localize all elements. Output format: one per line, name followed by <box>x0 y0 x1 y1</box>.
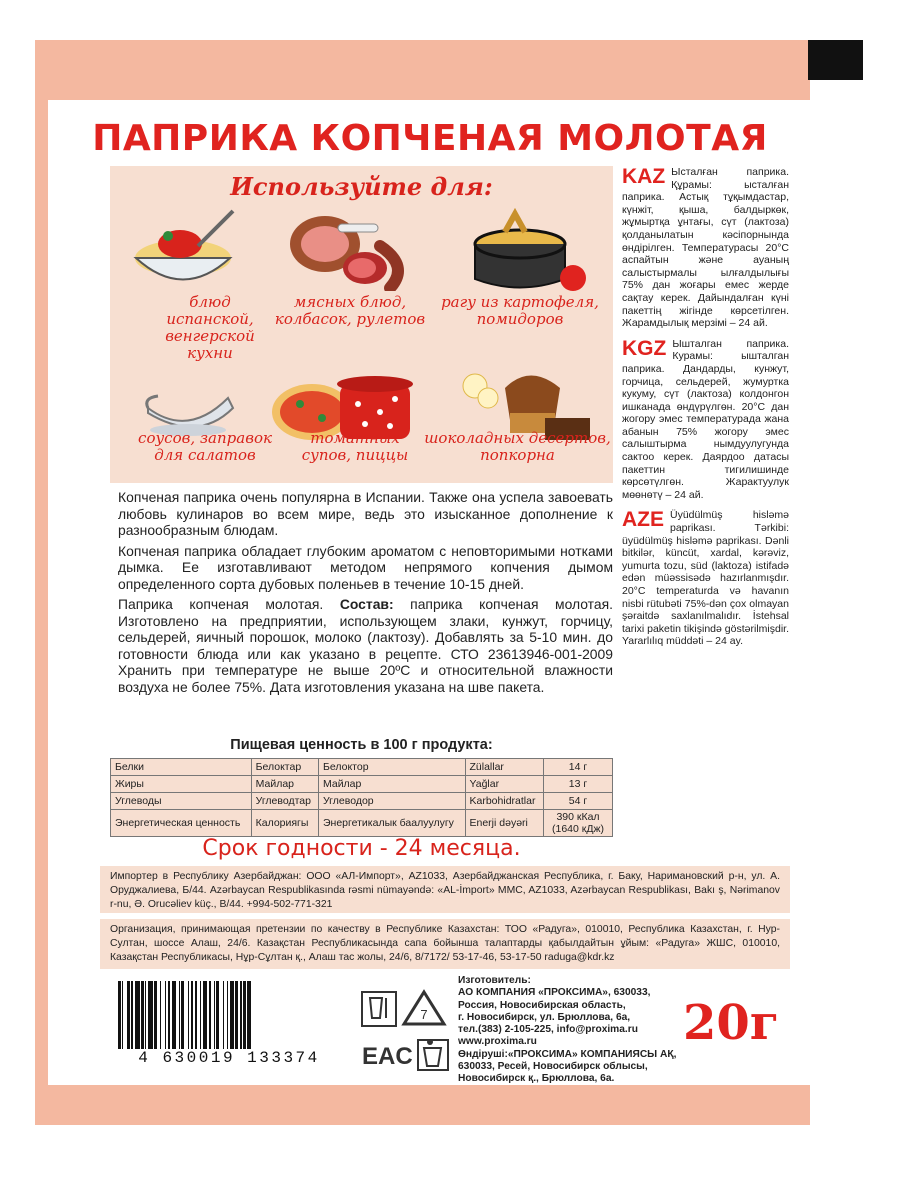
nutrition-cell: Майлар <box>251 776 318 793</box>
svg-text:7: 7 <box>420 1007 428 1022</box>
barcode-number: 4 630019 133374 <box>138 1049 320 1067</box>
eac-mark: EAC <box>362 1043 413 1070</box>
organization-info: Организация, принимающая претензии по качеству в Республике Казахстан: ТОО «Радуга», 010010, Республика Казахстан, г. Нур-Султан, шоссе Алаш, 24/6. Казақстан Республикасында сапа бойынша талаптарды қабылдайтын ұйым: «Радуга» ЖШС, 010010, Казақстан Республикасы, Нұр-Сұлтан қ., Алаш тас жолы, 24/6, 8/7172/ 53-17-46, 53-17-50 raduga@kdr.kz <box>100 919 790 969</box>
nutrition-row <box>111 759 613 776</box>
nutrition-cell: Энергетикалык баалуулугу <box>318 810 465 837</box>
composition-paragraph <box>118 596 613 695</box>
lang-code: AZE <box>622 509 664 532</box>
manufacturer-line: г. Новосибирск, ул. Брюллова, 6а, <box>458 1011 631 1023</box>
lang-text: Üyüdülmüş hisləmə paprikası. Tərkibi: üyüdülmüş hisləmə paprikası. Dənli bitkilər, küncüt, xardal, kərəviz, yumurta tozu, süd (laktoza) istifadə edən müəssisədə hazırlanmışdır. 20°C temperaturda və havanın nisbi rütubəti 75%-dən çox olmayan şəraitdə saxlanılmalıdır. İstehsal tarixi paketin tikişində göstərilmişdir. Yararlılıq müddəti – 24 ay. <box>622 509 789 648</box>
nutrition-cell: Белки <box>111 759 252 776</box>
manufacturer-line: АО КОМПАНИЯ «ПРОКСИМА», 630033, <box>458 987 651 999</box>
lang-text: Ышталган паприка. Курамы: ышталган паприка. Дандарды, кунжут, горчица, сельдерей, жумуртка кукуму, сүт (лактоза) колдонгон ишканада өндүрүлгөн. 20°С дан жогору эмес температурада жана абанын 75% жогору эмес салыштырма нымдуулугунда сактоо керек. Даярдоо датасы пакеттин тигилишинде көрсөтүлгөн. Жарактуулук мөөнөтү – 24 ай. <box>622 337 789 501</box>
nutrition-row <box>111 793 613 810</box>
translations-column <box>622 166 789 656</box>
nutrition-cell: Белоктор <box>318 759 465 776</box>
nutrition-cell: 13 г <box>544 776 613 793</box>
nutrition-cell: 14 г <box>544 759 613 776</box>
nutrition-row <box>111 810 613 837</box>
use-item-ragout: рагу из картофеля, помидоров <box>441 293 599 328</box>
manufacturer-line: Россия, Новосибирская область, <box>458 999 626 1011</box>
pasta-bowl-icon <box>128 206 243 291</box>
lang-block-aze <box>622 509 789 648</box>
net-weight: 20г <box>683 995 780 1051</box>
use-item-spanish: блюд испанской, венгерской кухни <box>165 293 255 362</box>
description-paragraph: Копченая паприка обладает глубоким ароматом с неповторимыми нотками дымка. Ее изготавливают методом непрямого копчения дымом определенного сорта дубовых поленьев в течение 10-15 дней. <box>118 542 613 592</box>
lang-block-kaz <box>622 166 789 330</box>
usage-panel <box>110 166 613 483</box>
usage-heading: Используйте для: <box>230 172 493 201</box>
use-item-desserts: шоколадных десертов, попкорна <box>424 429 611 464</box>
manufacturer-line: www.proxima.ru <box>458 1036 537 1048</box>
lang-code: KGZ <box>622 337 667 360</box>
description-paragraph: Копченая паприка очень популярна в Испании. Также она успела завоевать любовь кулинаров во всем мире, ведь это изысканное дополнение к разнообразным блюдам. <box>118 489 613 538</box>
composition-text: паприка копченая молотая. Изготовлено на предприятии, использующем злаки, кунжут, горчицу, сельдерей, яичный порошок, молоко (лактозу). Добавлять за 5-10 мин. до готовности блюда или как указано в рецепте. СТО 23613946-001-2009 Хранить при температуре не выше 20ºС и относительной влажности воздуха не более 75%. Дата изготовления указана на шве пакета. <box>118 596 613 695</box>
shelf-life: Срок годности - 24 месяца. <box>202 836 521 861</box>
barcode-bars <box>118 981 343 1049</box>
barcode <box>104 975 354 1070</box>
nutrition-cell: Калориягы <box>251 810 318 837</box>
packaging-marks <box>358 984 454 1074</box>
lang-code: KAZ <box>622 166 666 188</box>
pot-potato-icon <box>455 204 595 294</box>
use-item-meat: мясных блюд, колбасок, рулетов <box>274 293 426 328</box>
nutrition-cell: 54 г <box>544 793 613 810</box>
manufacturer-line: Өндіруші:«ПРОКСИМА» КОМПАНИЯСЫ АҚ, <box>458 1048 677 1060</box>
corner-tab <box>808 40 863 80</box>
nutrition-cell: Энергетическая ценность <box>111 810 252 837</box>
nutrition-cell: Майлар <box>318 776 465 793</box>
nutrition-cell: Zülallar <box>465 759 544 776</box>
nutrition-table <box>110 758 613 837</box>
composition-intro: Паприка копченая молотая. <box>118 596 340 612</box>
nutrition-cell: Enerji dəyəri <box>465 810 544 837</box>
recycle-icon <box>404 992 444 1024</box>
manufacturer-line: Изготовитель: <box>458 975 531 986</box>
nutrition-cell: Углеводор <box>318 793 465 810</box>
manufacturer-info <box>458 975 683 1086</box>
nutrition-row <box>111 776 613 793</box>
use-item-sauces: соусов, заправок для салатов <box>138 429 272 464</box>
manufacturer-line: Новосибирск қ., Брюллова, 6а. <box>458 1073 615 1085</box>
barcode-bar <box>251 981 252 1049</box>
ham-sausage-icon <box>280 206 420 291</box>
importer-info: Импортер в Республику Азербайджан: ООО «АЛ-Импорт», AZ1033, Азербайджанская Республика, г. Баку, Наримановский р-н, ул. А. Оруджалиева, Б/44. Azərbaycan Respublikasında rəsmi nümayəndə: «AL-İmport» MMC, AZ1033, Azərbaycan Respublikası, Bakı ş, Nərimanov r-nu, Ə. Orucəliev küç., B/44. +994-502-771-321 <box>100 866 790 913</box>
nutrition-title: Пищевая ценность в 100 г продукта: <box>230 737 493 753</box>
composition-label: Состав: <box>339 596 394 612</box>
nutrition-cell: Yağlar <box>465 776 544 793</box>
product-title: ПАПРИКА КОПЧЕНАЯ МОЛОТАЯ <box>92 118 768 159</box>
nutrition-cell: Жиры <box>111 776 252 793</box>
description <box>118 489 613 699</box>
use-item-soups: томатных супов, пиццы <box>301 429 409 464</box>
food-safe-icon <box>362 992 396 1026</box>
lang-text: Ысталған паприка. Құрамы: ысталған паприка. Астық тұқымдастар, күнжіт, қыша, балдыркөк, жұмыртқа ұнтағы, сүт (лактоза) қолданылатын кәсіпорнында өндірілген. Температурасы 20°С аспайтын және ауаның салыстырмалы ылғалдылығы 75% дан жоғары емес жерде сақтау керек. Дайындалған күні пакеттің жігінде көрсетілген. Жарамдылық мерзімі – 24 ай. <box>622 166 789 330</box>
nutrition-cell: Углеводы <box>111 793 252 810</box>
nutrition-cell: 390 кКал (1640 кДж) <box>544 810 613 837</box>
nutrition-cell: Белоктар <box>251 759 318 776</box>
nutrition-cell: Karbohidratlar <box>465 793 544 810</box>
manufacturer-line: 630033, Ресей, Новосибирск облысы, <box>458 1061 648 1073</box>
nutrition-cell: Углеводтар <box>251 793 318 810</box>
manufacturer-line: тел.(383) 2-105-225, info@proxima.ru <box>458 1024 638 1036</box>
lang-block-kgz <box>622 338 789 502</box>
litter-bin-icon <box>418 1039 448 1070</box>
